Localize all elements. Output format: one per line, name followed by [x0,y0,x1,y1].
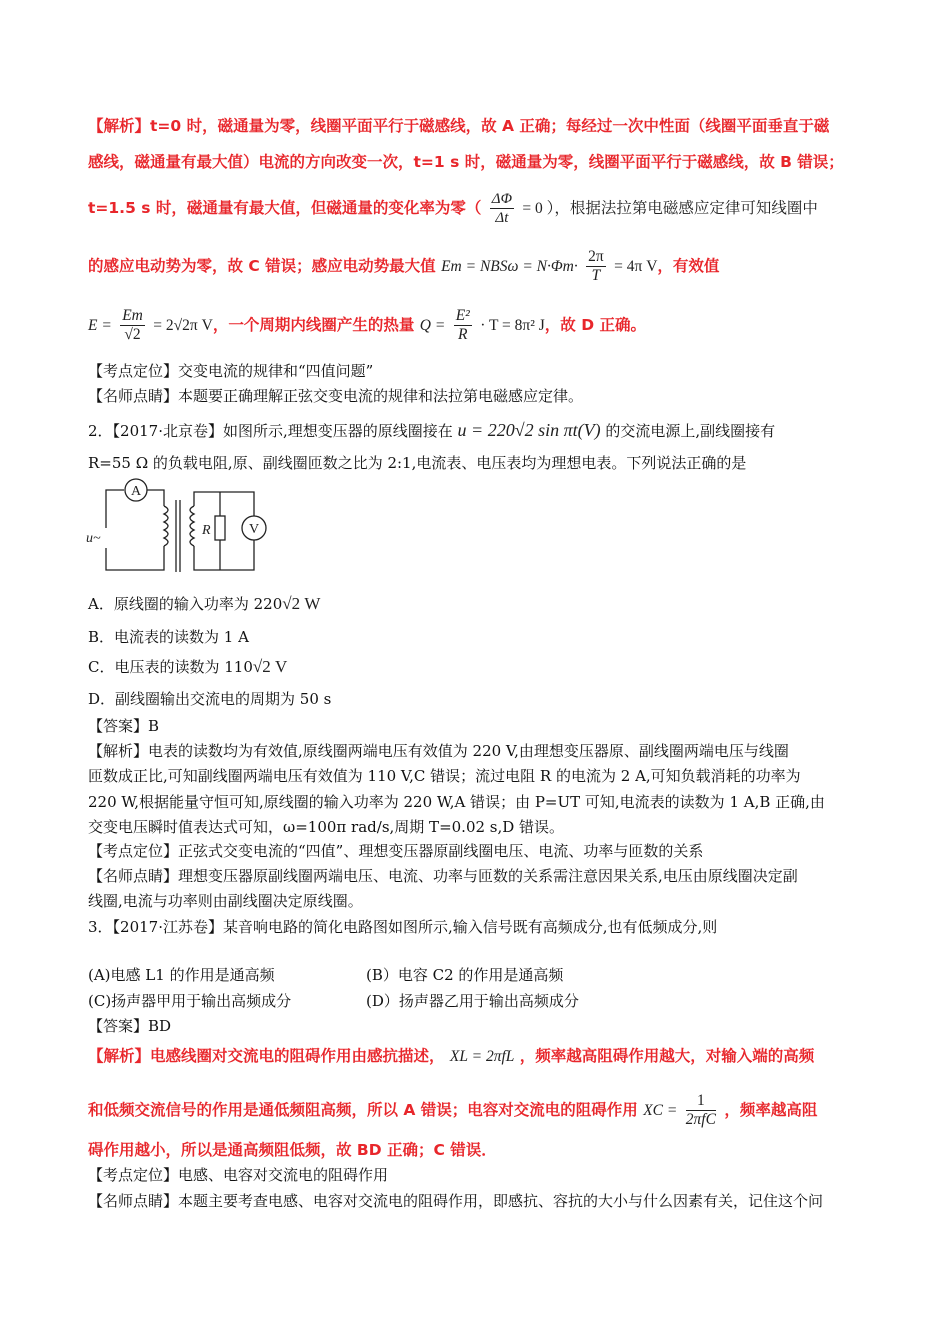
q2-option-a [88,593,320,614]
q1-analysis-line1 [88,114,829,136]
q2-option-a-text: A．原线圈的输入功率为 220 [88,595,283,613]
q2-option-c [88,656,287,677]
q1-analysis-text3a: t=1.5 s 时，磁通量有最大值，但磁通量的变化率为零（ [88,199,482,217]
q1-analysis-text2: 感线，磁通量有最大值）电流的方向改变一次，t=1 s 时，磁通量为零，线圈平面平行于磁感线，故 B 错误； [88,153,844,171]
q3-kaodian: 【考点定位】电感、电容对交流电的阻碍作用 [88,1166,389,1184]
q2-analysis-line3: 220 W,根据能量守恒可知,原线圈的输入功率为 220 W,A 错误；由 P=UT 可知,电流表的读数为 1 A,B 正确,由 [88,793,825,811]
source-label: u~ [86,531,101,546]
q1-analysis-text4a: 的感应电动势为零，故 C 错误；感应电动势最大值 [88,257,436,275]
q3-analysis-text2b: ，频率越高阻 [724,1101,818,1119]
q3-option-a: (A)电感 L1 的作用是通高频 [88,966,275,984]
secondary-coil [190,506,194,546]
q2-dianjing-line2: 线圈,电流与功率则由副线圈决定原线圈。 [88,892,363,910]
q1-analysis-text3b: = 0 ），根据法拉第电磁感应定律可知线圈中 [522,200,818,217]
q1-fraction-flux-rate: $\frac{\Delta\Phi}{\Delta t}$ [491,191,513,226]
q3-formula-xc: XC = [643,1102,678,1119]
q1-kaodian: 【考点定位】交变电流的规律和“四值问题” [88,362,374,380]
q1-formula-q-pre: Q = [419,317,446,334]
q2-option-b: B．电流表的读数为 1 A [88,628,249,646]
q3-option-b: (B）电容 C2 的作用是通高频 [366,966,564,984]
q2-option-d: D．副线圈输出交流电的周期为 50 s [88,690,332,708]
q1-analysis-text5b: ，故 D 正确。 [544,316,646,334]
q3-option-c: (C)扬声器甲用于输出高频成分 [88,992,292,1010]
resistor-label: R [202,523,211,538]
q1-dianjing: 【名师点睛】本题要正确理解正弦交变电流的规律和法拉第电磁感应定律。 [88,387,584,405]
q1-formula-emf-max: Em = NBSω = N·Φm· [441,258,578,275]
q3-option-d: (D）扬声器乙用于输出高频成分 [366,992,579,1010]
q1-analysis-line2 [88,150,844,172]
q1-analysis-line4 [88,248,719,285]
q3-analysis-text1b: ，频率越高阻碍作用越大，对输入端的高频 [519,1047,815,1065]
q2-option-a-unit: √2 W [282,594,321,613]
wire-secondary-bottom [194,540,254,570]
q2-stem-text1: 2．【2017·北京卷】如图所示,理想变压器的原线圈接在 [88,422,453,440]
q3-analysis-text1a: 【解析】电感线圈对交流电的阻碍作用由感抗描述， [88,1047,445,1065]
q2-dianjing-line1: 【名师点睛】理想变压器原副线圈两端电压、电流、功率与匝数的关系需注意因果关系,电压由原线圈决定副 [88,867,798,885]
q1-analysis-text4b: ，有效值 [657,257,720,275]
q2-stem-text2: 的交流电源上,副线圈接有 [605,422,776,440]
ammeter-label: A [130,484,142,499]
q2-option-c-text: C．电压表的读数为 110 [88,658,253,676]
q3-stem: 3．【2017·江苏卷】某音响电路的简化电路图如图所示,输入信号既有高频成分,也有低频成分,则 [88,918,718,936]
q2-option-c-unit: √2 V [252,657,288,676]
analysis-label: 【解析】 [88,117,151,135]
primary-coil [164,506,168,546]
q1-fraction-effective: $\frac{Em}{√2}$ [122,307,143,343]
q2-kaodian: 【考点定位】正弦式交变电流的“四值”、理想变压器原副线圈电压、电流、功率与匝数的关系 [88,842,704,860]
q3-answer: 【答案】BD [88,1017,172,1035]
q1-formula-q-post: · T = 8π² J [480,317,545,334]
q1-fraction-omega: $\frac{2\pi}{T}$ [588,248,604,284]
q1-formula-e-pre: E = [88,317,112,334]
q3-analysis-line2 [88,1092,817,1129]
q3-analysis-line3: 碍作用越小，所以是通高频阻低频，故 BD 正确；C 错误． [88,1141,497,1159]
q2-stem-line2: R=55 Ω 的负载电阻,原、副线圈匝数之比为 2:1,电流表、电压表均为理想电表。下列说法正确的是 [88,454,747,472]
q3-analysis-text2a: 和低频交流信号的作用是通低频阻高频，所以 A 错误；电容对交流电的阻碍作用 [88,1101,638,1119]
q1-formula-e-post: = 2√2π V [153,317,213,334]
q2-analysis-line1: 【解析】电表的读数均为有效值,原线圈两端电压有效值为 220 V,由理想变压器原、副线圈两端电压与线圈 [88,742,789,760]
q3-analysis-line1 [88,1044,814,1066]
transformer-circuit-diagram [84,478,274,578]
q2-analysis-line2: 匝数成正比,可知副线圈两端电压有效值为 110 V,C 错误；流过电阻 R 的电流为 2 A,可知负载消耗的功率为 [88,767,801,785]
voltmeter-label: V [248,522,260,537]
resistor-symbol [215,516,225,540]
q1-fraction-heat: $\frac{\text{E²}}{R}$ [455,307,470,343]
q3-dianjing-line1: 【名师点睛】本题主要考查电感、电容对交流电的阻碍作用，即感抗、容抗的大小与什么因素有关，记住这个问 [88,1192,824,1210]
q1-formula-emf-value: = 4π V [614,258,658,275]
q1-analysis-text5a: ，一个周期内线圈产生的热量 [212,316,415,334]
q3-formula-xl: XL = 2πfL [449,1048,515,1065]
q1-analysis-line3 [88,190,818,227]
q1-analysis-text1: t=0 时，磁通量为零，线圈平面平行于磁感线，故 A 正确；每经过一次中性面（线圈平面垂直于磁 [150,117,830,135]
q2-analysis-line4: 交变电压瞬时值表达式可知，ω=100π rad/s,周期 T=0.02 s,D 错误。 [88,818,565,836]
q2-answer: 【答案】B [88,717,160,735]
wire-primary-bottom [106,546,164,570]
q2-formula-voltage: u = 220√2 sin πt(V) [457,420,601,440]
q3-fraction-xc: $\frac{1}{\text{2πfC}}$ [685,1092,716,1128]
wire-secondary-top [194,492,254,516]
q2-stem-line1 [88,420,775,441]
wire-primary-top-right [147,490,164,506]
q1-analysis-line5 [88,307,646,344]
wire-primary-top-left [106,490,124,528]
